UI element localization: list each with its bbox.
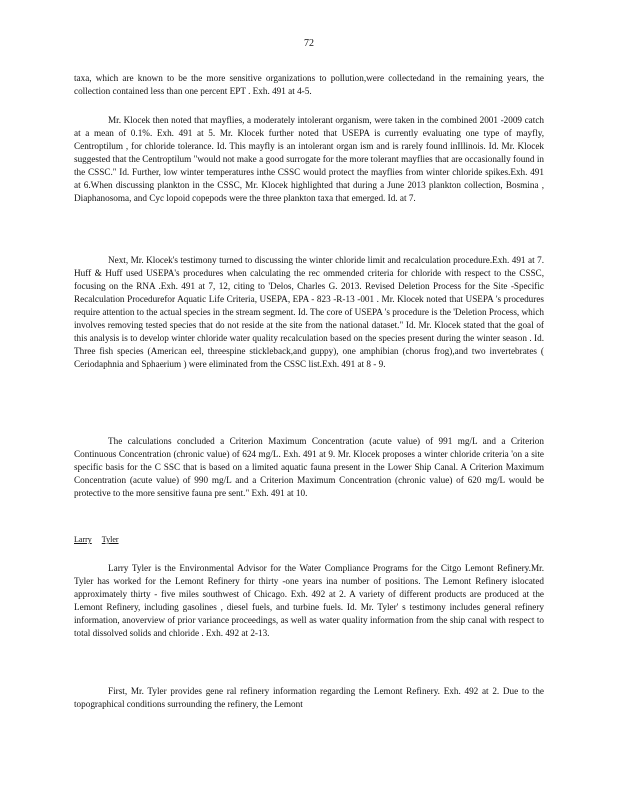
paragraph-1: taxa, which are known to be the more sensitive organizations to pollution,were collectedand in the remaining years, the collection contained less than one percent EPT . Exh. 491 at 4-5. [74,73,544,96]
paragraph-2: Mr. Klocek then noted that mayflies, a moderately intolerant organism, were taken in the combined 2001 -2009 catch at a mean of 0.1%. Exh. 491 at 5. Mr. Klocek further noted that USEPA is currently evaluating one type of mayfly, Centroptilum , for chloride tolerance. Id. This mayfly is an intolerant organ ism and is rarely found inIllinois. Id. Mr. Klocek suggested that the Centroptilum "would not make a good surrogate for the more tolerant mayflies that are occasionally found in the CSSC." Id. Further, low winter temperatures inthe CSSC would protect the mayflies from winter chloride spikes.Exh. 491 at 6.When discussing plankton in the CSSC, Mr. Klocek highlighted that during a June 2013 plankton collection, Bosmina , Diaphanosoma, and Cyc lopoid copepods were the three plankton taxa that emerged. Id. at 7. [74,115,544,203]
paragraph-6: First, Mr. Tyler provides gene ral refinery information regarding the Lemont Refinery. Exh. 492 at 2. Due to the topographical conditions surrounding the refinery, the Lemont [74,686,544,709]
paragraph-4: The calculations concluded a Criterion Maximum Concentration (acute value) of 991 mg/L and a Criterion Continuous Concentration (chronic value) of 624 mg/L. Exh. 491 at 9. Mr. Klocek proposes a winter chloride criteria 'on a site specific basis for the C SSC that is based on a limited aquatic fauna present in the Lower Ship Canal. A Criterion Maximum Concentration (acute value) of 990 mg/L and a Criterion Maximum Concentration (chronic value) of 620 mg/L would be protective to the more sensitive fauna pre sent." Exh. 491 at 10. [74,436,544,498]
paragraph-3: Next, Mr. Klocek's testimony turned to discussing the winter chloride limit and recalculation procedure.Exh. 491 at 7. Huff & Huff used USEPA's procedures when calculating the rec ommended criteria for chloride with respect to the CSSC, focusing on the RNA .Exh. 491 at 7, 12, citing to 'Delos, Charles G. 2013. Revised Deletion Process for the Site -Specific Recalculation Procedurefor Aquatic Life Criteria, USEPA, EPA - 823 -R-13 -001 . Mr. Klocek noted that USEPA 's procedures require attention to the actual species in the stream segment. Id. The core of USEPA 's procedure is the 'Deletion Process, which involves removing tested species that do not reside at the site from the national dataset." Id. Mr. Klocek stated that the goal of this analysis is to develop winter chloride water quality recalculation based on the species present during the winter season . Id. Three fish species (American eel, threespine stickleback,and guppy), one amphibian (chorus frog),and two invertebrates ( Ceriodaphnia and Sphaerium ) were eliminated from the CSSC list.Exh. 491 at 8 - 9. [74,255,544,369]
section-heading [74,535,129,544]
heading-last-name: Tyler [101,535,119,544]
heading-first-name: Larry [74,535,92,544]
page-number: 72 [304,38,314,49]
paragraph-5: Larry Tyler is the Environmental Advisor for the Water Compliance Programs for the Citgo Lemont Refinery.Mr. Tyler has worked for the Lemont Refinery for thirty -one years ina number of positions. The Lemont Refinery islocated approximately thirty - five miles southwest of Chicago. Exh. 492 at 2. A variety of different products are produced at the Lemont Refinery, including gasolines , diesel fuels, and turbine fuels. Id. Mr. Tyler' s testimony includes general refinery information, anoverview of prior variance proceedings, as well as water quality information from the ship canal with respect to total dissolved solids and chloride . Exh. 492 at 2-13. [74,563,544,638]
